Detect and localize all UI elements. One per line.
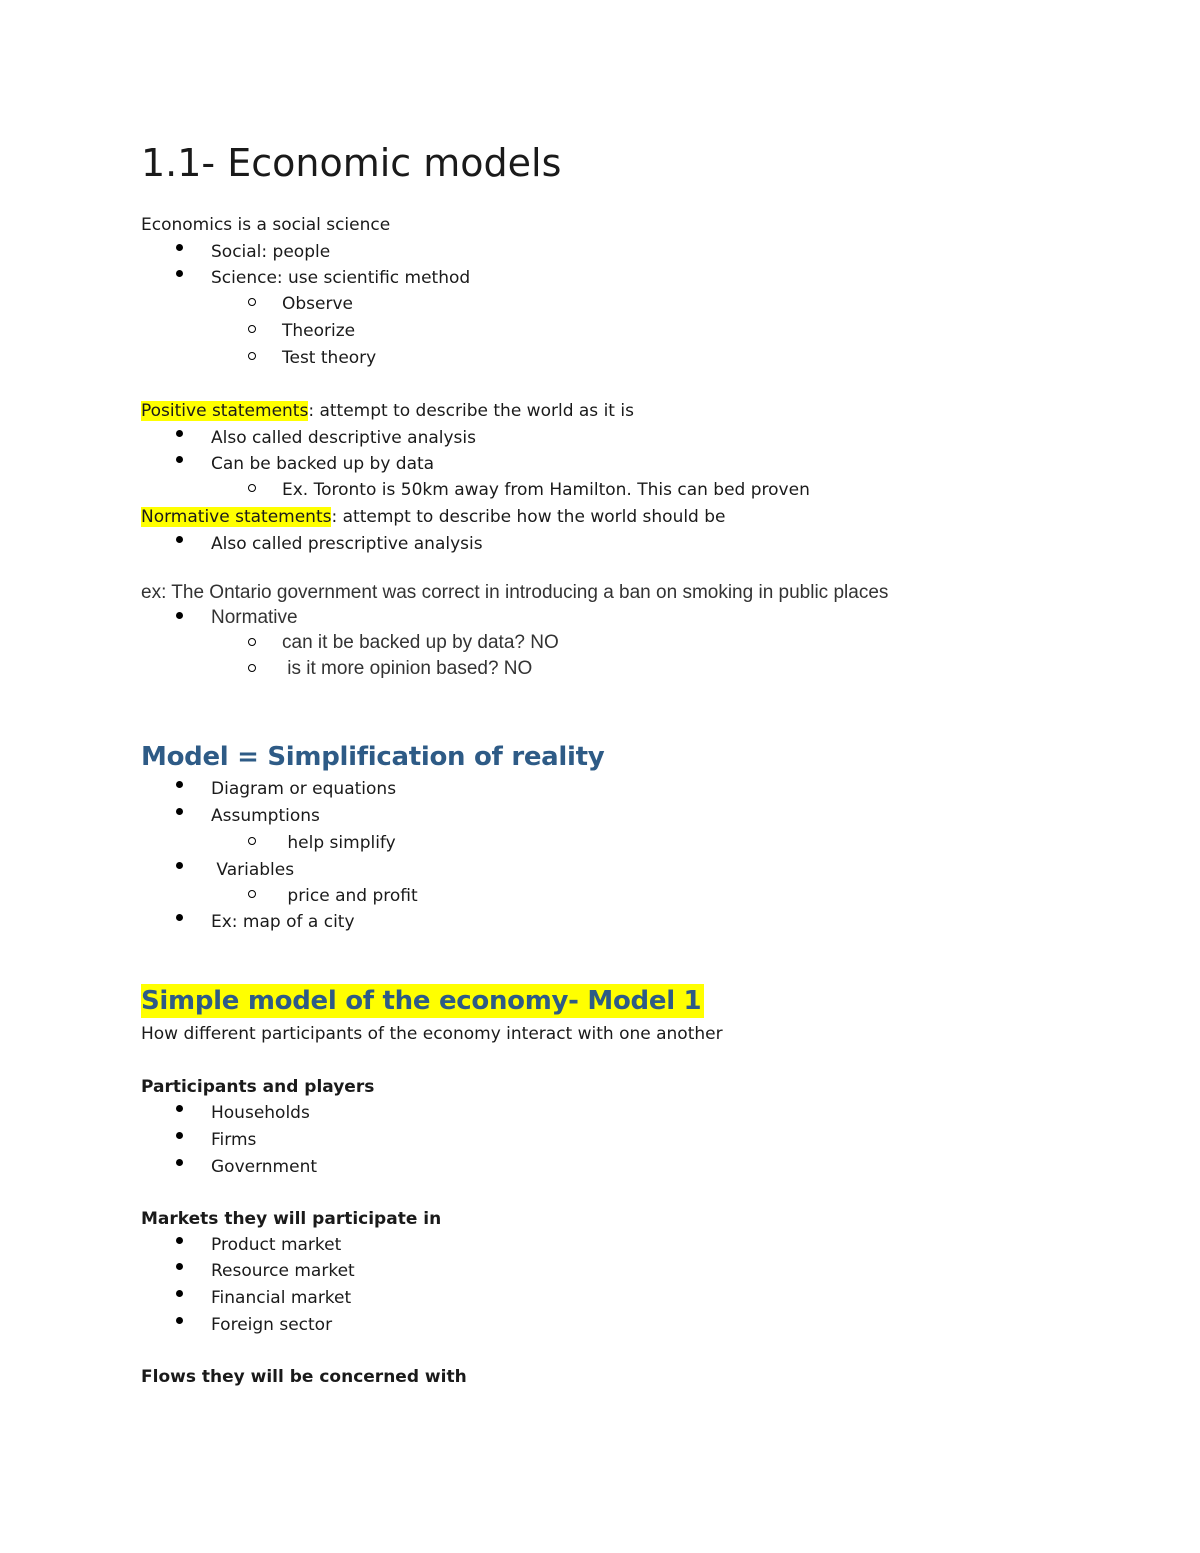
list-item: Resource market <box>211 1261 355 1281</box>
bullet-icon <box>176 1317 183 1324</box>
bullet-icon <box>176 1132 183 1139</box>
positive-definition: Positive statements: attempt to describe the world as it is <box>141 401 634 421</box>
markets-heading: Markets they will participate in <box>141 1209 442 1229</box>
circle-bullet-icon <box>248 837 256 845</box>
bullet-icon <box>176 781 183 788</box>
list-item: Households <box>211 1103 310 1123</box>
bullet-icon <box>176 1105 183 1112</box>
list-subitem: help simplify <box>282 833 396 853</box>
circle-bullet-icon <box>248 890 256 898</box>
normative-definition: Normative statements: attempt to describe how the world should be <box>141 507 726 527</box>
bullet-icon <box>176 914 183 921</box>
circle-bullet-icon <box>248 664 256 672</box>
bullet-icon <box>176 808 183 815</box>
bullet-icon <box>176 1290 183 1297</box>
bullet-icon <box>176 536 183 543</box>
list-item: Firms <box>211 1130 257 1150</box>
section-heading-simple-model: Simple model of the economy- Model 1 <box>141 984 704 1018</box>
list-subitem: is it more opinion based? NO <box>282 658 533 679</box>
list-item: Product market <box>211 1235 342 1255</box>
list-item: Also called prescriptive analysis <box>211 534 483 554</box>
bullet-icon <box>176 1237 183 1244</box>
highlighted-term: Normative statements <box>141 507 332 527</box>
circle-bullet-icon <box>248 352 256 360</box>
bullet-icon <box>176 862 183 869</box>
highlighted-term: Positive statements <box>141 401 309 421</box>
list-item: Also called descriptive analysis <box>211 428 476 448</box>
example-line: ex: The Ontario government was correct in introducing a ban on smoking in public places <box>141 582 889 603</box>
list-subitem: Observe <box>282 294 353 314</box>
section-heading-model: Model = Simplification of reality <box>141 742 605 772</box>
list-item: Can be backed up by data <box>211 454 435 474</box>
list-subitem: price and profit <box>282 886 418 906</box>
circle-bullet-icon <box>248 298 256 306</box>
list-item: Assumptions <box>211 806 320 826</box>
list-subitem: can it be backed up by data? NO <box>282 632 559 653</box>
list-subitem: Ex. Toronto is 50km away from Hamilton. This can bed proven <box>282 480 810 500</box>
intro-heading: Economics is a social science <box>141 215 391 235</box>
bullet-icon <box>176 430 183 437</box>
bullet-icon <box>176 244 183 251</box>
page-title: 1.1- Economic models <box>141 141 562 185</box>
bullet-icon <box>176 612 183 619</box>
list-item: Foreign sector <box>211 1315 333 1335</box>
list-item: Ex: map of a city <box>211 912 355 932</box>
bullet-icon <box>176 270 183 277</box>
bullet-icon <box>176 1263 183 1270</box>
list-item: Government <box>211 1157 318 1177</box>
list-item: Financial market <box>211 1288 352 1308</box>
bullet-icon <box>176 1159 183 1166</box>
circle-bullet-icon <box>248 638 256 646</box>
list-item: Variables <box>211 860 295 880</box>
circle-bullet-icon <box>248 484 256 492</box>
list-item: Diagram or equations <box>211 779 397 799</box>
list-item: Normative <box>211 607 298 628</box>
list-item: Science: use scientific method <box>211 268 471 288</box>
list-subitem: Test theory <box>282 348 377 368</box>
list-subitem: Theorize <box>282 321 356 341</box>
list-item: Social: people <box>211 242 331 262</box>
flows-heading: Flows they will be concerned with <box>141 1367 467 1387</box>
bullet-icon <box>176 456 183 463</box>
participants-heading: Participants and players <box>141 1077 375 1097</box>
circle-bullet-icon <box>248 325 256 333</box>
section-description: How different participants of the economy interact with one another <box>141 1024 723 1044</box>
